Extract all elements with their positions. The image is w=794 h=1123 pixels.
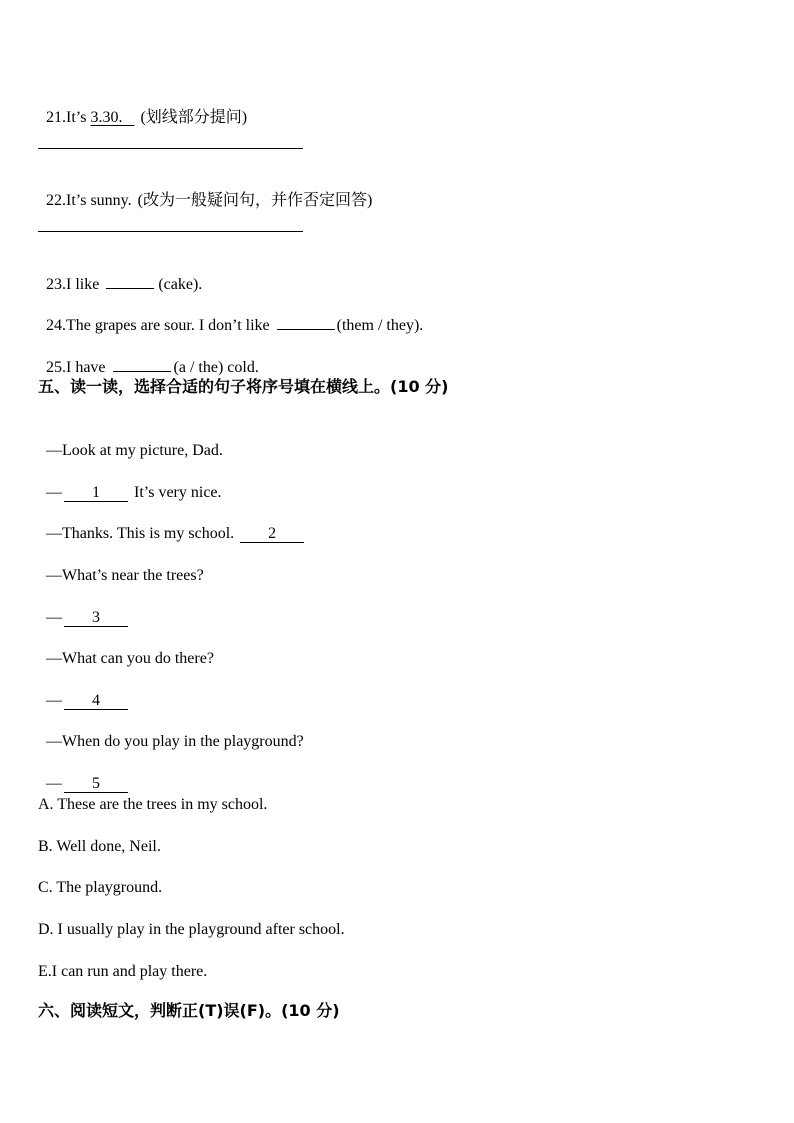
blank-5[interactable]: 5 [64,776,128,793]
dash: — [46,609,62,626]
question-22 [38,171,372,211]
hint-text: (a / the) cold. [173,359,259,376]
fill-blank[interactable] [106,288,154,289]
blank-3[interactable]: 3 [64,610,128,627]
option-e: E.I can run and play there. [38,963,208,980]
dialogue-text: What can you do there? [62,650,214,667]
dash: — [46,525,62,542]
instruction-text: (改为一般疑问句，并作否定回答) [137,192,373,209]
question-23 [38,255,202,295]
dialogue-line-4 [38,546,204,586]
dialogue-line-8 [38,712,304,752]
question-text: I have [66,359,106,376]
question-text: It’s [66,109,91,126]
dialogue-text: Look at my picture, Dad. [62,442,223,459]
question-number: 22. [46,192,66,209]
option-c: C. The playground. [38,879,163,896]
dash: — [46,733,62,750]
dialogue-line-9 [38,754,128,794]
fill-blank[interactable] [277,329,335,330]
fill-blank[interactable] [113,371,171,372]
hint-text: (them / they). [336,317,424,334]
dash: — [46,650,62,667]
section-5-title: 五、读一读，选择合适的句子将序号填在横线上。(10 分) [38,377,449,396]
question-24 [38,296,423,336]
question-number: 24. [46,317,66,334]
dialogue-line-5 [38,588,128,628]
dialogue-line-2 [38,463,222,503]
option-a: A. These are the trees in my school. [38,796,268,813]
dash: — [46,442,62,459]
hint-text: (cake). [158,276,203,293]
dash: — [46,567,62,584]
section-6-title: 六、阅读短文，判断正(T)误(F)。(10 分) [38,1001,340,1020]
option-b: B. Well done, Neil. [38,838,161,855]
answer-line-21[interactable] [38,148,303,149]
question-25 [38,338,259,378]
blank-4[interactable]: 4 [64,693,128,710]
question-text: It’s sunny. [66,192,132,209]
blank-1[interactable]: 1 [64,485,128,502]
blank-2[interactable]: 2 [240,526,304,543]
underlined-answer: 3.30. [90,109,123,126]
dialogue-text: It’s very nice. [134,484,222,501]
dialogue-line-3 [38,504,304,544]
question-text: I like [66,276,100,293]
dash: — [46,775,62,792]
underline-padding [122,109,134,126]
dash: — [46,484,62,501]
option-d: D. I usually play in the playground after school. [38,921,345,938]
dialogue-line-6 [38,629,214,669]
dialogue-line-1 [38,421,223,461]
question-number: 21. [46,109,66,126]
dialogue-text: What’s near the trees? [62,567,204,584]
question-21 [38,88,247,128]
dash: — [46,692,62,709]
dialogue-text: When do you play in the playground? [62,733,304,750]
question-number: 23. [46,276,66,293]
dialogue-line-7 [38,671,128,711]
instruction-text: (划线部分提问) [140,109,248,126]
question-text: The grapes are sour. I don’t like [66,317,270,334]
answer-line-22[interactable] [38,231,303,232]
dialogue-text: Thanks. This is my school. [62,525,235,542]
question-number: 25. [46,359,66,376]
